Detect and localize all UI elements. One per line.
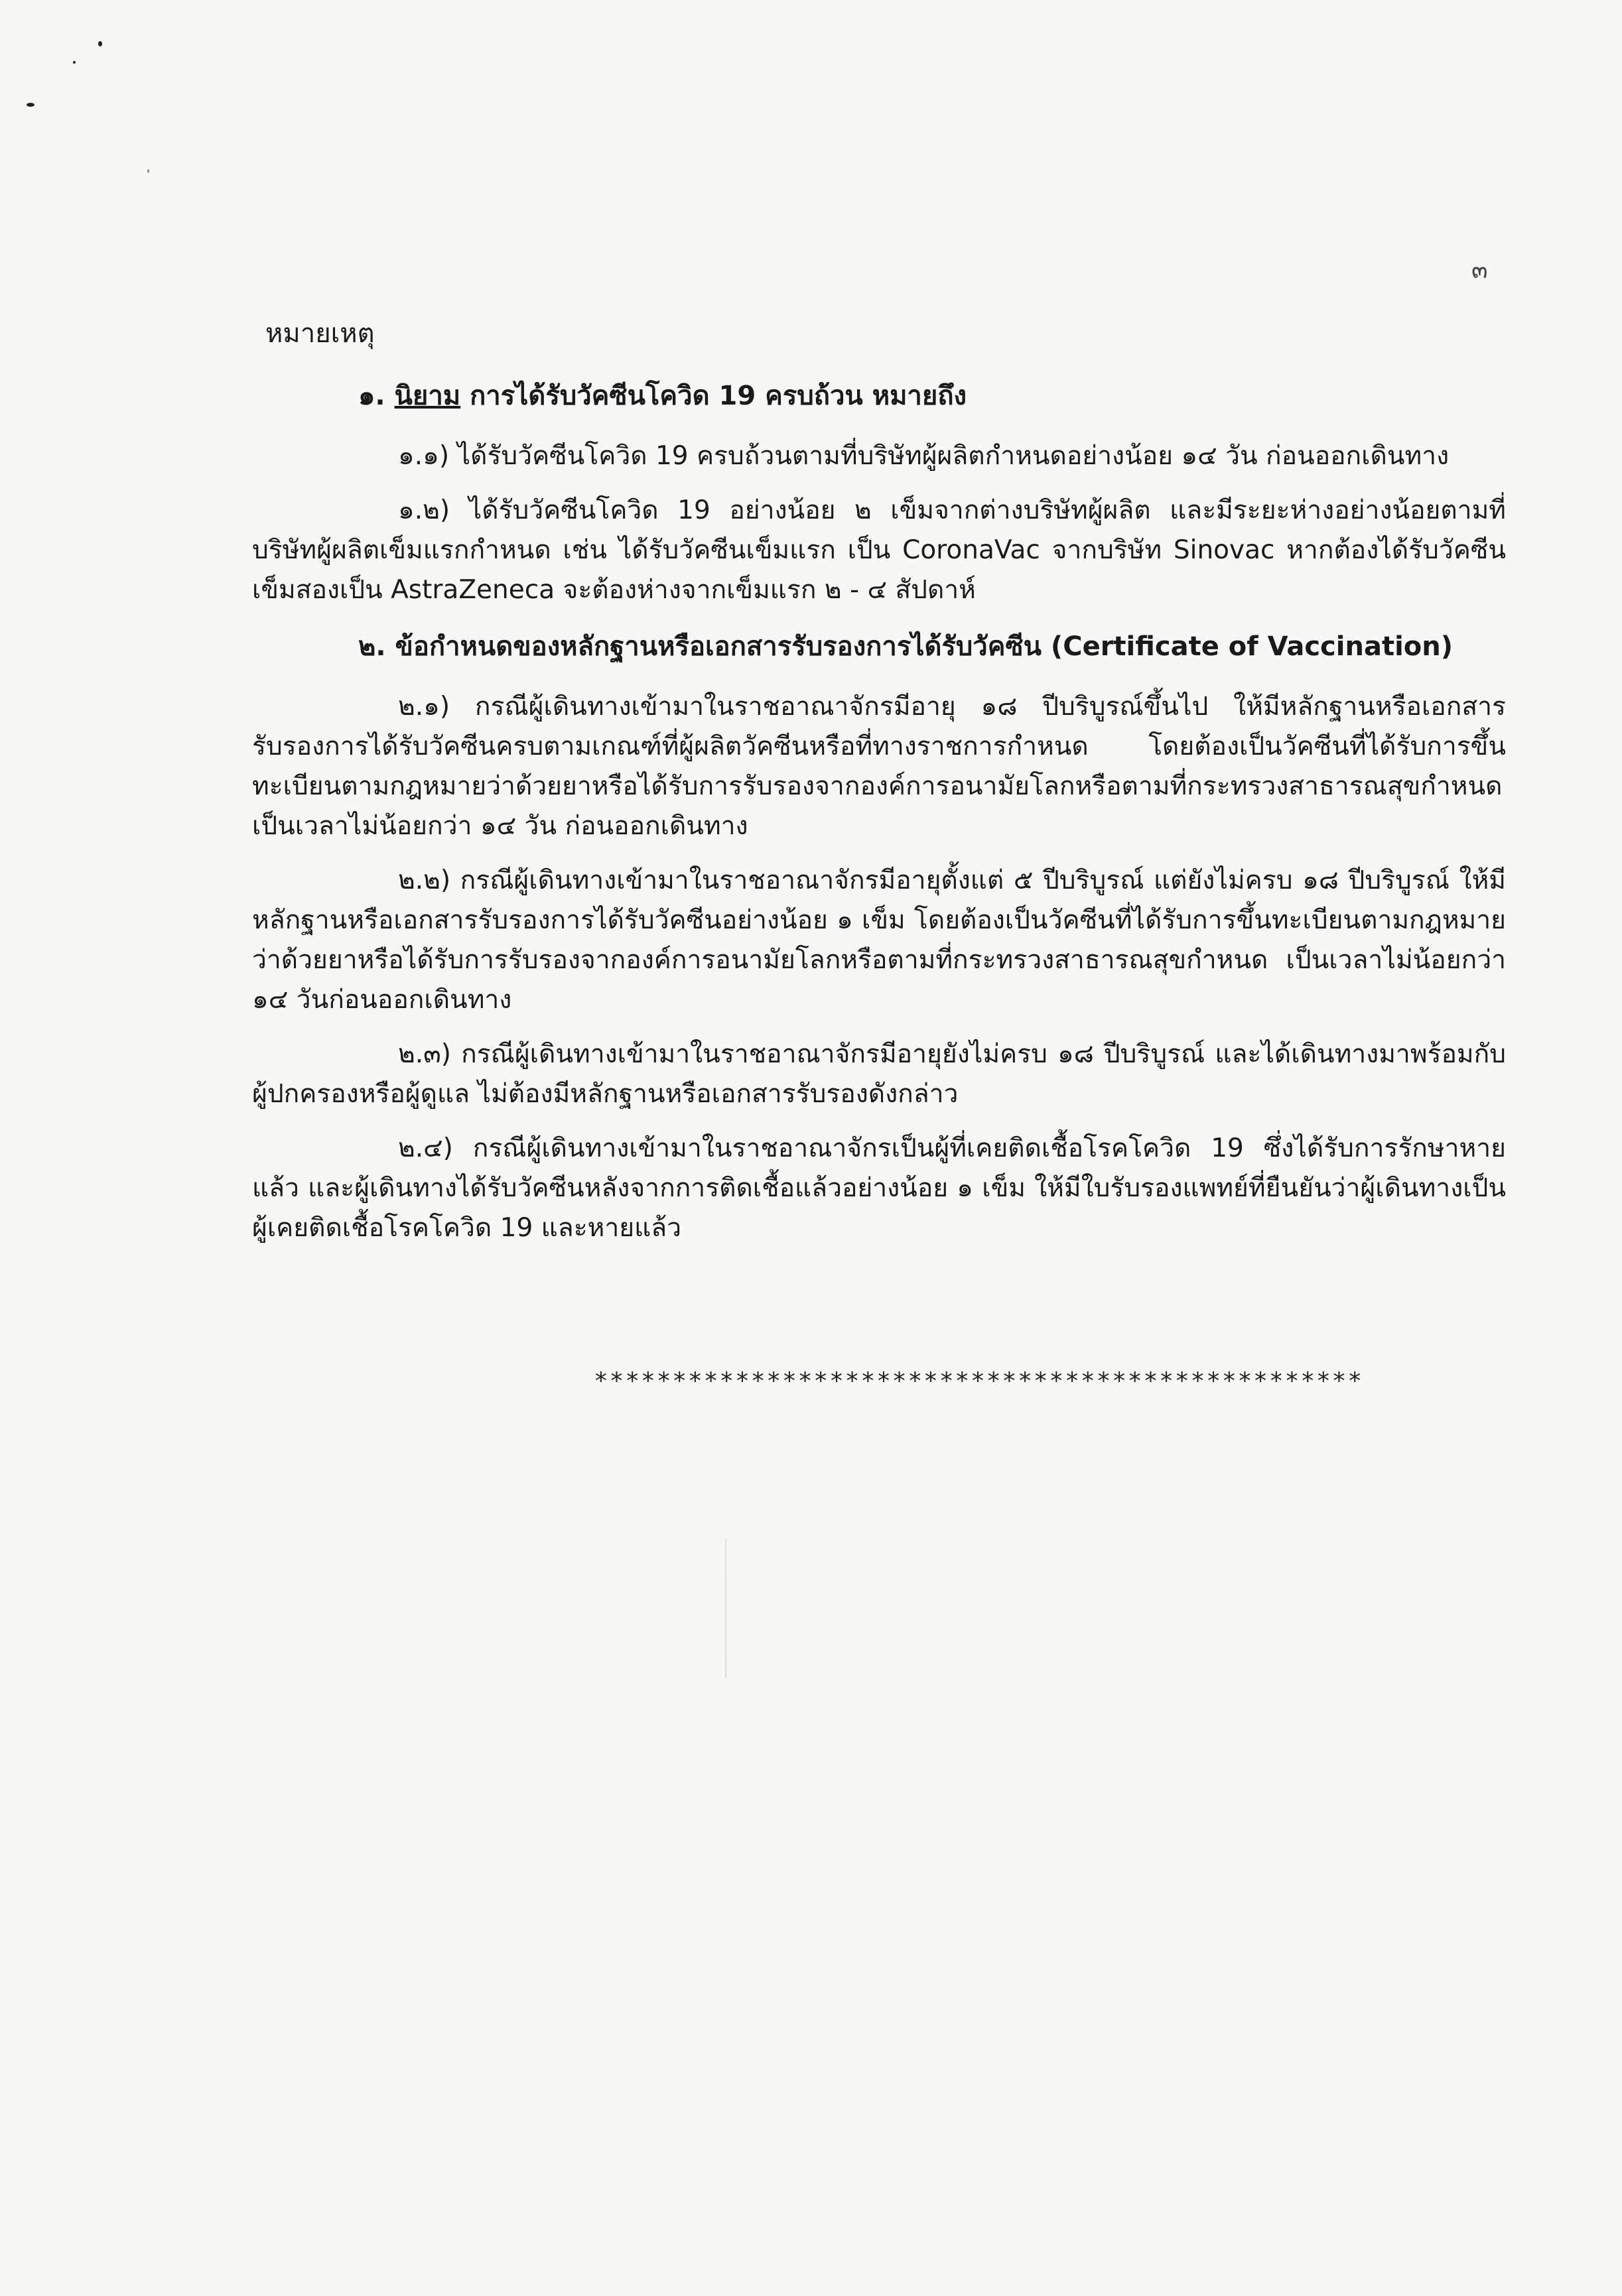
- section-1-term: นิยาม: [394, 381, 461, 411]
- section-1-item-2: ๑.๒) ได้รับวัคซีนโควิด 19 อย่างน้อย ๒ เข็มจากต่างบริษัทผู้ผลิต และมีระยะห่างอย่างน้อยตามที่บริษัทผู้ผลิตเข็มแรกกำหนด เช่น ได้รับวัคซีนเข็มแรก เป็น CoronaVac จากบริษัท Sinovac หากต้องได้รับวัคซีนเข็มสองเป็น AstraZeneca จะต้องห่างจากเข็มแรก ๒ - ๔ สัปดาห์: [252, 495, 1506, 605]
- section-2-heading: ๒. ข้อกำหนดของหลักฐานหรือเอกสารรับรองการได้รับวัคซีน (Certificate of Vaccination): [358, 631, 1453, 662]
- section-2-item-3: ๒.๓) กรณีผู้เดินทางเข้ามาในราชอาณาจักรมีอายุยังไม่ครบ ๑๘ ปีบริบูรณ์ และได้เดินทางมาพร้อมกับผู้ปกครองหรือผู้ดูแล ไม่ต้องมีหลักฐานหรือเอกสารรับรองดังกล่าว: [252, 1039, 1506, 1109]
- scan-fold-line: [725, 1539, 726, 1678]
- scan-speck: [73, 61, 76, 64]
- notes-heading: หมายเหตุ: [265, 318, 375, 349]
- section-1-prefix: ๑.: [358, 381, 385, 411]
- end-divider: *************************************************: [594, 1368, 1364, 1395]
- page-number: ๓: [1471, 257, 1488, 284]
- section-2-item-2: ๒.๒) กรณีผู้เดินทางเข้ามาในราชอาณาจักรมีอายุตั้งแต่ ๕ ปีบริบูรณ์ แต่ยังไม่ครบ ๑๘ ปีบริบูรณ์ ให้มีหลักฐานหรือเอกสารรับรองการได้รับวัคซีนอย่างน้อย ๑ เข็ม โดยต้องเป็นวัคซีนที่ได้รับการขึ้นทะเบียนตามกฎหมายว่าด้วยยาหรือได้รับการรับรองจากองค์การอนามัยโลกหรือตามที่กระทรวงสาธารณสุขกำหนด เป็นเวลาไม่น้อยกว่า ๑๔ วันก่อนออกเดินทาง: [252, 865, 1506, 1015]
- section-2-item-4: ๒.๔) กรณีผู้เดินทางเข้ามาในราชอาณาจักรเป็นผู้ที่เคยติดเชื้อโรคโควิด 19 ซึ่งได้รับการรักษาหายแล้ว และผู้เดินทางได้รับวัคซีนหลังจากการติดเชื้อแล้วอย่างน้อย ๑ เข็ม ให้มีใบรับรองแพทย์ที่ยืนยันว่าผู้เดินทางเป็นผู้เคยติดเชื้อโรคโควิด 19 และหายแล้ว: [252, 1133, 1506, 1243]
- scan-speck: [147, 169, 149, 173]
- section-1-heading: [358, 374, 1506, 416]
- section-1-title: การได้รับวัคซีนโควิด 19 ครบถ้วน หมายถึง: [470, 381, 967, 411]
- scan-speck: [98, 41, 102, 46]
- section-2-item-1: ๒.๑) กรณีผู้เดินทางเข้ามาในราชอาณาจักรมีอายุ ๑๘ ปีบริบูรณ์ขึ้นไป ให้มีหลักฐานหรือเอกสารรับรองการได้รับวัคซีนครบตามเกณฑ์ที่ผู้ผลิตวัคซีนหรือที่ทางราชการกำหนด โดยต้องเป็นวัคซีนที่ได้รับการขึ้นทะเบียนตามกฎหมายว่าด้วยยาหรือได้รับการรับรองจากองค์การอนามัยโลกหรือตามที่กระทรวงสาธารณสุขกำหนด เป็นเวลาไม่น้อยกว่า ๑๔ วัน ก่อนออกเดินทาง: [252, 692, 1506, 841]
- document-body: [245, 312, 1506, 1263]
- scan-speck: [27, 103, 34, 107]
- section-1-item-1: ๑.๑) ได้รับวัคซีนโควิด 19 ครบถ้วนตามที่บริษัทผู้ผลิตกำหนดอย่างน้อย ๑๔ วัน ก่อนออกเดินทาง: [398, 441, 1450, 471]
